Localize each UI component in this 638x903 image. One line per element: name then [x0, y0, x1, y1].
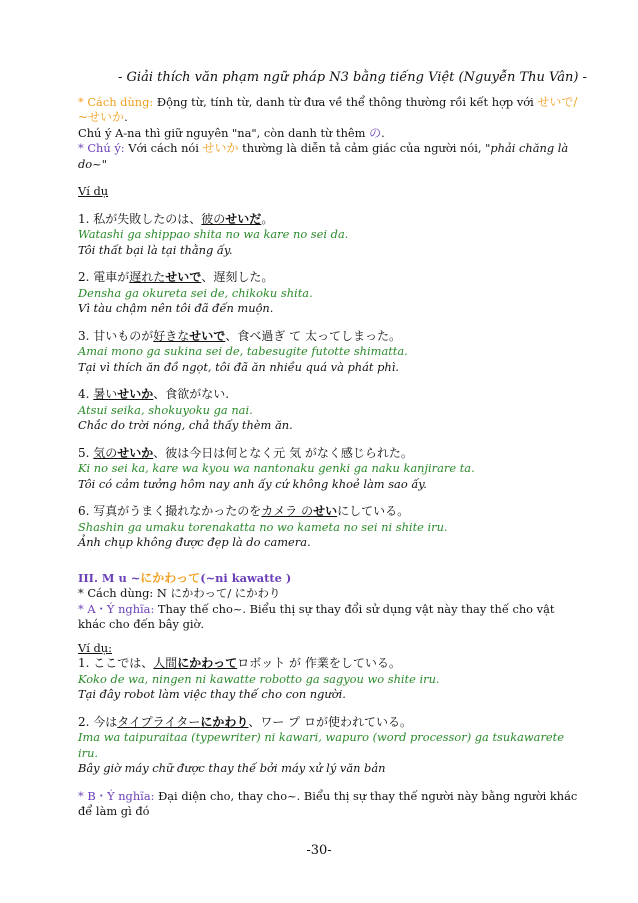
- example-romaji: Watashi ga shippao shita no wa kare no sei da.: [78, 227, 349, 241]
- caution-seika: せいか: [202, 141, 239, 155]
- example-post: 、遅刻した。: [201, 270, 274, 284]
- meaning-a-label: * A・Ý nghĩa:: [78, 601, 155, 616]
- meaning-b: [78, 789, 578, 820]
- usage-forms: せいで/ ~せいか: [78, 94, 578, 124]
- example-underlined: 暑い: [93, 387, 118, 401]
- example-post: 、食欲がない.: [153, 387, 230, 401]
- note-text: Chú ý A-na thì giữ nguyên "na", còn danh từ thêm: [78, 125, 370, 140]
- caution-text2: thường là diễn tả cảm giác của người nói, ": [238, 141, 491, 155]
- example-post: ロボット が 作業をしている。: [237, 656, 401, 670]
- example-romaji: Koko de wa, ningen ni kawatte robotto ga sagyou wo shite iru.: [78, 671, 440, 686]
- example-romaji: Densha ga okureta sei de, chikoku shita.: [78, 285, 313, 300]
- example-pre: 今は: [93, 714, 118, 729]
- example-underlined: 人間: [153, 656, 178, 670]
- example-pre: 私が失敗したのは、: [93, 211, 202, 226]
- example-num: 5.: [78, 445, 94, 460]
- usage-line-2: [78, 586, 578, 602]
- usage-end: .: [124, 110, 128, 124]
- example-post: 、彼は今日は何となく元 気 がなく感じられた。: [153, 445, 413, 460]
- example-num: 6.: [78, 504, 94, 518]
- content: [78, 70, 587, 820]
- example-translation: Bây giờ máy chữ được thay thế bởi máy xử lý văn bản: [78, 761, 386, 775]
- example-num: 2.: [78, 270, 94, 284]
- caution-label: * Chú ý:: [78, 141, 125, 155]
- example-jp: [78, 656, 578, 672]
- example-romaji: Atsui seika, shokuyoku ga nai.: [78, 402, 253, 417]
- example-num: 1.: [78, 211, 94, 226]
- section-title-text: III. M u ~: [78, 570, 141, 585]
- usage-line: [78, 95, 578, 126]
- note-no: の: [369, 125, 382, 140]
- example-underlined: カメラ の: [261, 504, 314, 518]
- meaning-b-label: * B・Ý nghĩa:: [78, 788, 155, 803]
- section-title: [78, 571, 578, 587]
- example-translation: Tôi có cảm tưởng hôm nay anh ấy cứ không khoẻ làm sao ấy.: [78, 476, 427, 491]
- example-keyword: にかわって: [177, 656, 238, 670]
- example-keyword: にかわり: [200, 714, 249, 729]
- example-romaji: Shashin ga umaku torenakatta no wo kameta no sei ni shite iru.: [78, 519, 448, 534]
- example-keyword: せいだ: [225, 211, 262, 226]
- example-jp: [78, 446, 578, 462]
- example-romaji: Ima wa taipuraitaa (typewriter) ni kawari, wapuro (word processor) ga tsukawarete iru.: [78, 730, 564, 760]
- usage2-text: N にかわって/ にかわり: [153, 586, 281, 600]
- note-end: .: [381, 125, 385, 140]
- example-keyword: せいか: [117, 445, 154, 460]
- example-num: 1.: [78, 656, 94, 670]
- example-heading: Ví dụ: [78, 184, 109, 198]
- example-underlined: 好きな: [153, 328, 190, 343]
- example-jp: [78, 715, 578, 731]
- usage-label: * Cách dùng:: [78, 94, 154, 109]
- example-keyword: せいか: [117, 387, 154, 401]
- example-num: 2.: [78, 714, 94, 729]
- example-jp: [78, 329, 578, 345]
- example-post: 。: [261, 211, 274, 226]
- note-line: [78, 126, 578, 142]
- example-jp: [78, 270, 578, 286]
- caution-text: Với cách nói: [124, 141, 203, 155]
- example-pre: 甘いものが: [93, 328, 154, 343]
- example-keyword: せいで: [165, 270, 202, 284]
- example-romaji: Amai mono ga sukina sei de, tabesugite futotte shimatta.: [78, 344, 408, 358]
- example-underlined: 遅れた: [129, 270, 166, 284]
- example-num: 3.: [78, 328, 94, 343]
- meaning-a-text: Thay thế cho~. Biểu thị sự thay đổi sử dụng vật này thay thế cho vật khác cho đến bây giờ.: [78, 601, 555, 631]
- example-heading-2: Ví dụ:: [78, 640, 112, 655]
- caution-end: ": [101, 156, 107, 171]
- section-title-jp: にかわって: [140, 570, 201, 585]
- example-translation: Ảnh chụp không được đẹp là do camera.: [78, 535, 311, 549]
- usage2-label: * Cách dùng:: [78, 586, 154, 600]
- example-underlined: 彼の: [201, 211, 226, 226]
- example-translation: Tại đây robot làm việc thay thế cho con người.: [78, 687, 346, 701]
- example-list-1: [78, 212, 578, 551]
- example-romaji: Ki no sei ka, kare wa kyou wa nantonaku genki ga naku kanjirare ta.: [78, 461, 475, 475]
- example-pre: ここでは、: [93, 656, 154, 670]
- example-post: 、食べ過ぎ て 太ってしまった。: [225, 328, 401, 343]
- page-header: - Giải thích văn phạm ngữ pháp N3 bằng tiếng Việt (Nguyễn Thu Vân) -: [118, 70, 587, 85]
- example-pre: 電車が: [93, 270, 130, 284]
- example-pre: 写真がうまく撮れなかったのを: [93, 504, 262, 518]
- example-underlined: タイプライター: [117, 714, 201, 729]
- example-jp: [78, 212, 578, 228]
- example-post: にしている。: [337, 504, 410, 518]
- example-translation: Chắc do trời nóng, chả thấy thèm ăn.: [78, 418, 293, 432]
- example-underlined: 気の: [93, 445, 118, 460]
- caution-line: [78, 141, 578, 172]
- usage-text: Động từ, tính từ, danh từ đưa về thể thông thường rồi kết hợp với: [153, 94, 538, 109]
- example-jp: [78, 387, 578, 403]
- example-keyword: せい: [313, 504, 338, 518]
- meaning-b-text: Đại diện cho, thay cho~. Biểu thị sự thay thế người này bằng người khác để làm gì đó: [78, 788, 578, 818]
- example-translation: Tôi thất bại là tại thằng ấy.: [78, 242, 233, 257]
- example-keyword: せいで: [189, 328, 226, 343]
- section-title-romaji: (~ni kawatte ): [200, 570, 292, 585]
- page-number: -30-: [306, 843, 332, 858]
- example-jp: [78, 504, 578, 520]
- caution-quote: phải chăng là do~: [78, 141, 569, 171]
- example-num: 4.: [78, 387, 94, 401]
- example-translation: Vì tàu chậm nên tôi đã đến muộn.: [78, 301, 274, 315]
- example-list-2: [78, 656, 578, 777]
- example-post: 、ワー プ ロが使われている。: [248, 714, 412, 729]
- meaning-a: [78, 602, 578, 633]
- example-translation: Tại vì thích ăn đồ ngọt, tôi đã ăn nhiều quá và phát phì.: [78, 359, 400, 374]
